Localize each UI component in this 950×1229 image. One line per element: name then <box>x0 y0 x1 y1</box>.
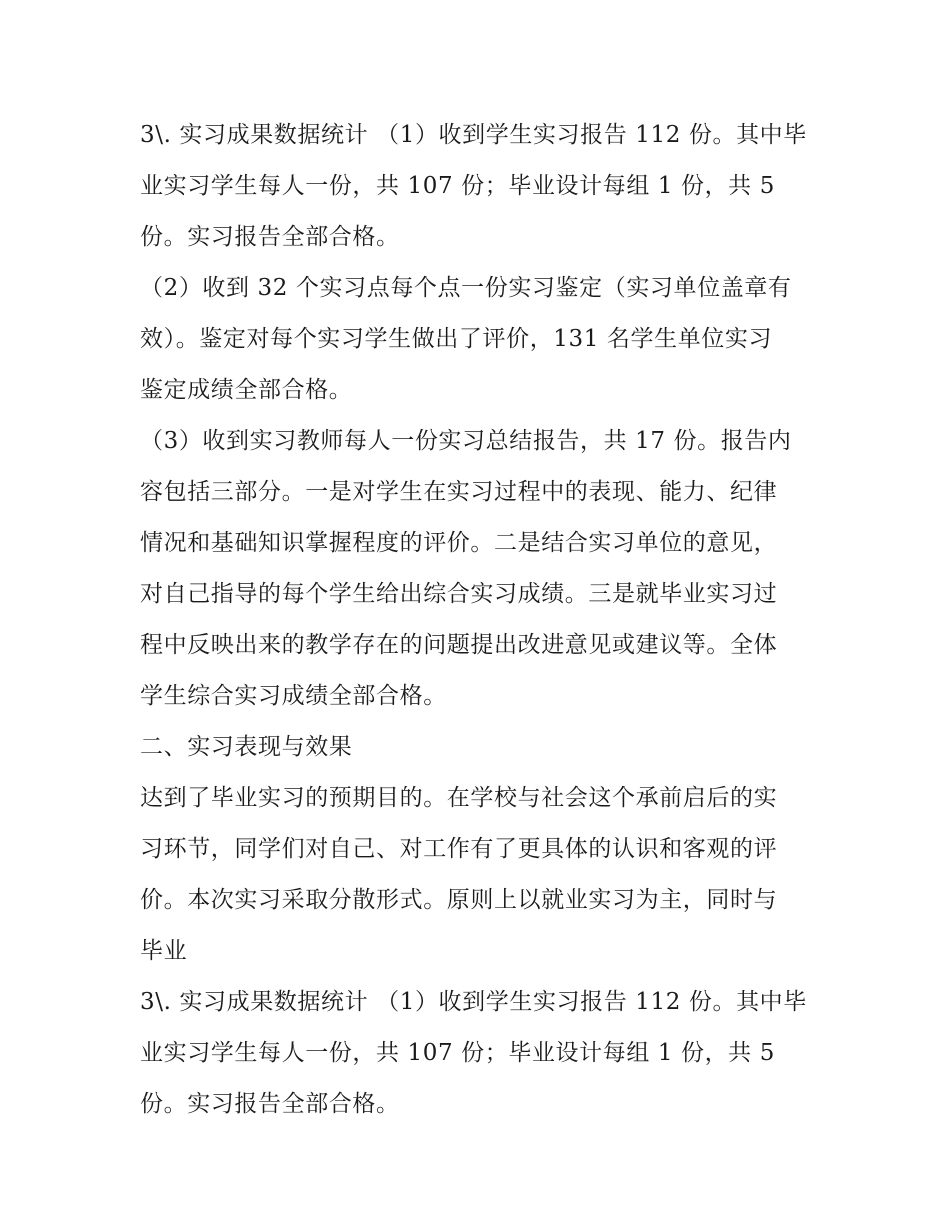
text-line: 达到了毕业实习的预期目的。在学校与社会这个承前启后的实 <box>140 785 778 811</box>
text-line: 习环节，同学们对自己、对工作有了更具体的认识和客观的评 <box>140 836 778 862</box>
text-line: 业实习学生每人一份，共 107 份；毕业设计每组 1 份，共 5 <box>140 1040 775 1066</box>
text-line: 情况和基础知识掌握程度的评价。二是结合实习单位的意见， <box>140 530 778 556</box>
document-body <box>140 110 820 1130</box>
text-line: 学生综合实习成绩全部合格。 <box>140 683 447 709</box>
text-line: 价。本次实习采取分散形式。原则上以就业实习为主，同时与 <box>140 887 778 913</box>
text-line: 效）。鉴定对每个实习学生做出了评价，131 名学生单位实习 <box>140 326 773 352</box>
text-line: 毕业 <box>140 938 188 964</box>
text-line: 鉴定成绩全部合格。 <box>140 377 353 403</box>
text-line: 3\. 实习成果数据统计 （1）收到学生实习报告 112 份。其中毕 <box>140 989 807 1015</box>
text-line: 3\. 实习成果数据统计 （1）收到学生实习报告 112 份。其中毕 <box>140 122 807 148</box>
text-line: （2）收到 32 个实习点每个点一份实习鉴定（实习单位盖章有 <box>140 275 792 301</box>
text-line: 业实习学生每人一份，共 107 份；毕业设计每组 1 份，共 5 <box>140 173 775 199</box>
text-line: 份。实习报告全部合格。 <box>140 1091 400 1117</box>
section-heading: 二、实习表现与效果 <box>140 734 353 760</box>
text-line: 容包括三部分。一是对学生在实习过程中的表现、能力、纪律 <box>140 479 778 505</box>
text-line: （3）收到实习教师每人一份实习总结报告，共 17 份。报告内 <box>140 428 792 454</box>
text-line: 对自己指导的每个学生给出综合实习成绩。三是就毕业实习过 <box>140 581 778 607</box>
text-line: 份。实习报告全部合格。 <box>140 224 400 250</box>
text-line: 程中反映出来的教学存在的问题提出改进意见或建议等。全体 <box>140 632 778 658</box>
